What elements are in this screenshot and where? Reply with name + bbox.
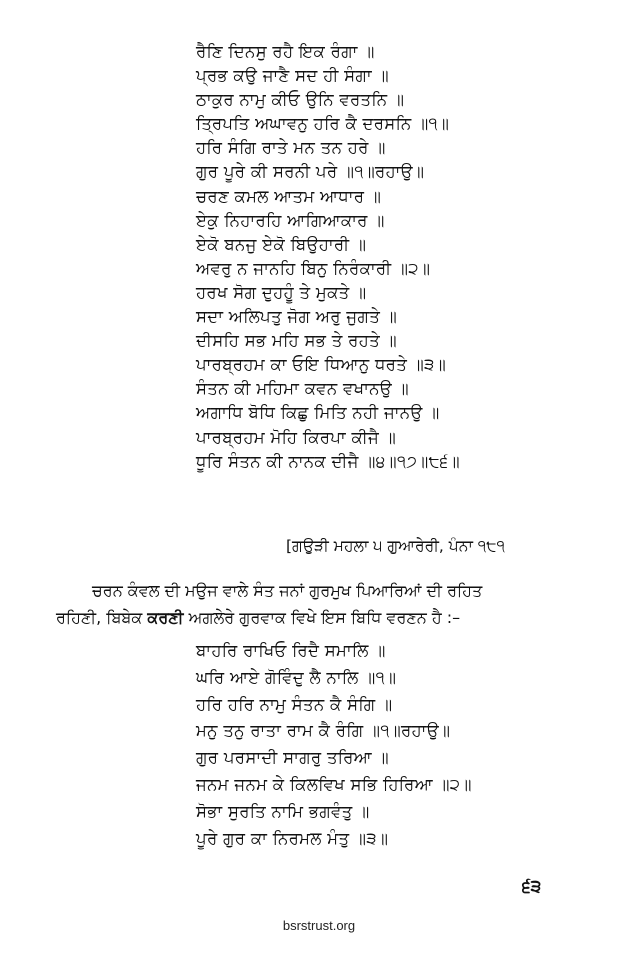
verse-line: ਏਕੁ ਨਿਹਾਰਹਿ ਆਗਿਆਕਾਰ ॥ bbox=[196, 210, 385, 230]
verse-line: ਪੂਰੇ ਗੁਰ ਕਾ ਨਿਰਮਲ ਮੰਤੁ ॥੩॥ bbox=[196, 828, 389, 848]
verse-line: ਪਾਰਬ੍ਰਹਮ ਕਾ ਓਇ ਧਿਆਨੁ ਧਰਤੇ ॥੩॥ bbox=[196, 355, 447, 375]
verse-line: ਤ੍ਰਿਪਤਿ ਅਘਾਵਨੁ ਹਰਿ ਕੈ ਦਰਸਨਿ ॥੧॥ bbox=[196, 114, 450, 134]
verse-line: ਦੀਸਹਿ ਸਭ ਮਹਿ ਸਭ ਤੇ ਰਹਤੇ ॥ bbox=[196, 331, 397, 351]
verse-line: ਹਰਿ ਸੰਗਿ ਰਾਤੇ ਮਨ ਤਨ ਹਰੇ ॥ bbox=[196, 138, 386, 158]
verse-line: ਏਕੋ ਬਨਜੁ ਏਕੋ ਬਿਉਹਾਰੀ ॥ bbox=[196, 234, 367, 254]
verse-line: ਗੁਰ ਪੂਰੇ ਕੀ ਸਰਨੀ ਪਰੇ ॥੧॥ਰਹਾਉ॥ bbox=[196, 162, 425, 182]
commentary-text: ਰਹਿਣੀ, ਬਿਬੇਕ bbox=[56, 608, 148, 627]
page-number: ੬੩ bbox=[522, 877, 542, 897]
scripture-citation: [ਗਉੜੀ ਮਹਲਾ ੫ ਗੁਆਰੇਰੀ, ਪੰਨਾ ੧੮੧ bbox=[286, 537, 505, 555]
verse-line: ਧੂਰਿ ਸੰਤਨ ਕੀ ਨਾਨਕ ਦੀਜੈ ॥੪॥੧੭॥੮੬॥ bbox=[196, 451, 460, 471]
commentary-line: ਚਰਨ ਕੰਵਲ ਦੀ ਮਉਜ ਵਾਲੇ ਸੰਤ ਜਨਾਂ ਗੁਰਮੁਖ ਪਿਆਰਿਆਂ ਦੀ ਰਹਿਤ bbox=[92, 581, 483, 600]
verse-line: ਬਾਹਰਿ ਰਾਖਿਓ ਰਿਦੈ ਸਮਾਲਿ ॥ bbox=[196, 641, 386, 660]
verse-line: ਪਾਰਬ੍ਰਹਮ ਮੋਹਿ ਕਿਰਪਾ ਕੀਜੈ ॥ bbox=[196, 427, 397, 447]
verse-line: ਘਰਿ ਆਏ ਗੋਵਿੰਦੁ ਲੈ ਨਾਲਿ ॥੧॥ bbox=[196, 667, 397, 687]
verse-line: ਜਨਮ ਜਨਮ ਕੇ ਕਿਲਵਿਖ ਸਭਿ ਹਿਰਿਆ ॥੨॥ bbox=[196, 774, 472, 794]
verse-line: ਅਗਾਧਿ ਬੋਧਿ ਕਿਛੁ ਮਿਤਿ ਨਹੀ ਜਾਨਉ ॥ bbox=[196, 403, 440, 423]
verse-block-2 bbox=[196, 638, 596, 852]
verse-line: ਗੁਰ ਪਰਸਾਦੀ ਸਾਗਰੁ ਤਰਿਆ ॥ bbox=[196, 748, 389, 768]
commentary-line bbox=[56, 604, 596, 631]
commentary-emphasis: ਕਰਣੀ bbox=[147, 608, 184, 627]
verse-line: ਪ੍ਰਭ ਕਉ ਜਾਣੈ ਸਦ ਹੀ ਸੰਗਾ ॥ bbox=[196, 66, 389, 86]
verse-line: ਰੈਣਿ ਦਿਨਸੁ ਰਹੈ ਇਕ ਰੰਗਾ ॥ bbox=[196, 42, 375, 61]
verse-line: ਹਰਿ ਹਰਿ ਨਾਮੁ ਸੰਤਨ ਕੈ ਸੰਗਿ ॥ bbox=[196, 694, 393, 714]
verse-line: ਮਨੁ ਤਨੁ ਰਾਤਾ ਰਾਮ ਕੈ ਰੰਗਿ ॥੧॥ਰਹਾਉ॥ bbox=[196, 721, 451, 741]
verse-line: ਸੰਤਨ ਕੀ ਮਹਿਮਾ ਕਵਨ ਵਖਾਨਉ ॥ bbox=[196, 379, 409, 399]
footer-website: bsrstrust.org bbox=[282, 918, 356, 933]
verse-line: ਹਰਖ ਸੋਗ ਦੁਹਹੂੰ ਤੇ ਮੁਕਤੇ ॥ bbox=[196, 282, 367, 302]
verse-line: ਚਰਣ ਕਮਲ ਆਤਮ ਆਧਾਰ ॥ bbox=[196, 186, 382, 206]
verse-line: ਸਦਾ ਅਲਿਪਤੁ ਜੋਗ ਅਰੁ ਜੁਗਤੇ ॥ bbox=[196, 307, 398, 327]
verse-block-1 bbox=[196, 40, 596, 474]
verse-line: ਸੋਭਾ ਸੁਰਤਿ ਨਾਮਿ ਭਗਵੰਤੁ ॥ bbox=[196, 801, 370, 821]
verse-line: ਅਵਰੁ ਨ ਜਾਨਹਿ ਬਿਨੁ ਨਿਰੰਕਾਰੀ ॥੨॥ bbox=[196, 258, 431, 278]
commentary-text: ਅਗਲੇਰੇ ਗੁਰਵਾਕ ਵਿਖੇ ਇਸ ਬਿਧਿ ਵਰਣਨ ਹੈ :– bbox=[183, 608, 461, 627]
commentary-paragraph bbox=[56, 577, 596, 631]
verse-line: ਠਾਕੁਰ ਨਾਮੁ ਕੀਓ ਉਨਿ ਵਰਤਨਿ ॥ bbox=[196, 90, 405, 110]
